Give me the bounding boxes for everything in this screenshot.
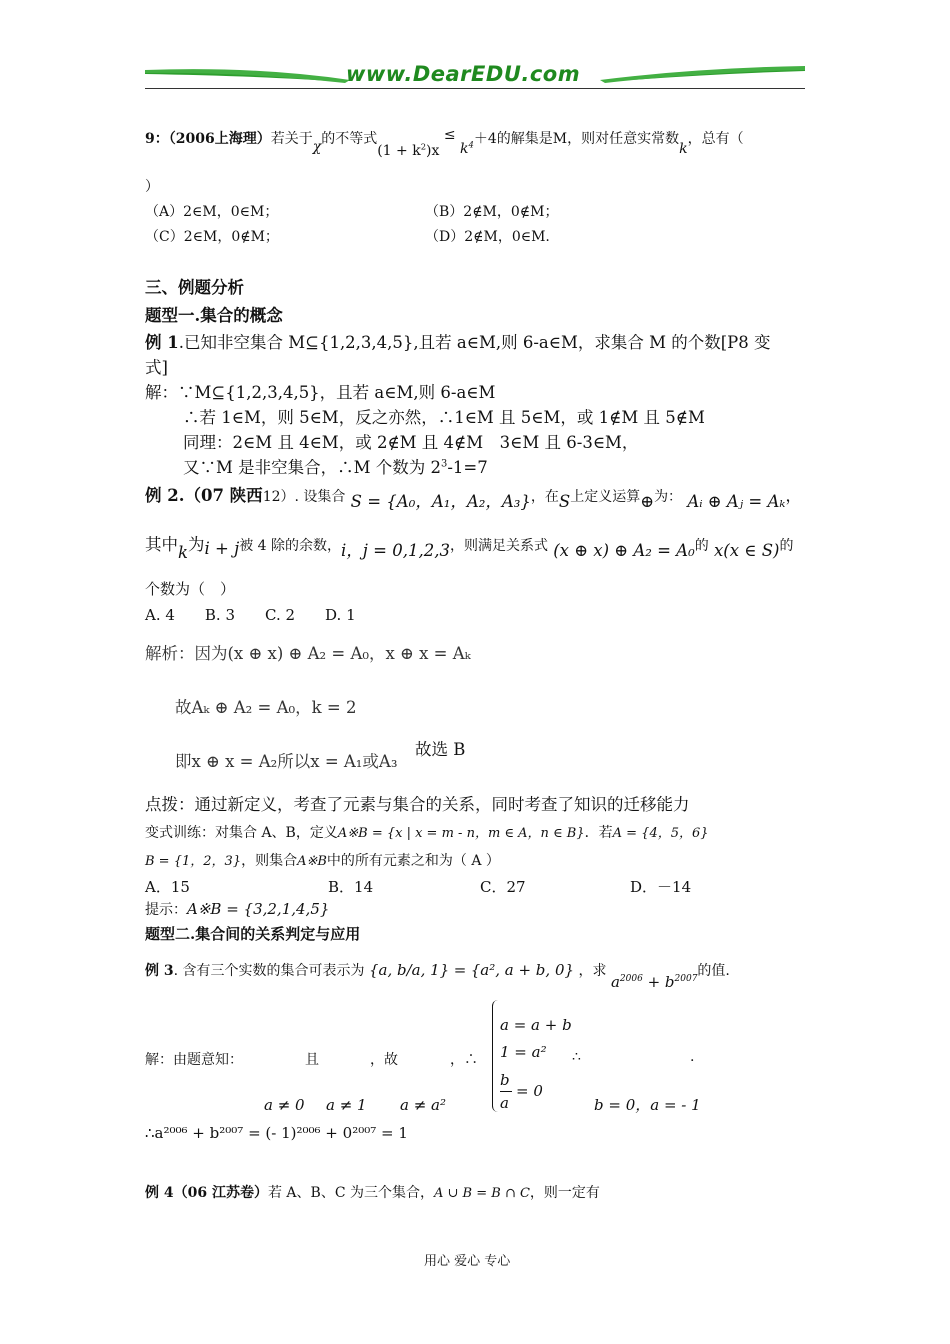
q9-option-a: （A）2∈M，0∈M；: [145, 204, 279, 220]
q9-option-c: （C）2∈M，0∉M；: [145, 229, 279, 245]
ex2-line2: 其中k为i + j被 4 除的余数，i，j = 0,1,2,3，则满足关系式 (x ⊕ x) ⊕ A₂ = A₀的 x(x ∈ S)的: [145, 535, 794, 562]
ex3-system-eq1: a = a + b: [500, 1016, 572, 1034]
ex3-system-brace: [492, 1000, 499, 1112]
ex3-sol-period: .: [690, 1049, 695, 1065]
ex3-cond-3: a ≠ a²: [400, 1096, 447, 1114]
q9-option-b: （B）2∉M，0∉M；: [425, 204, 559, 220]
ex1-sol3: 同理：2∈M 且 4∈M，或 2∉M 且 4∉M 3∈M 且 6-3∈M，: [183, 433, 639, 452]
ex1-sol1: 解：∵M⊆{1,2,3,4,5}，且若 a∈M,则 6-a∈M: [145, 383, 496, 402]
ex3-cond-1: a ≠ 0: [264, 1096, 305, 1114]
footer-text: 用心 爱心 专心: [424, 1254, 511, 1269]
ex3-system-eq2: 1 = a²: [500, 1043, 547, 1061]
q9-line2: ）: [145, 179, 159, 195]
ex4-line1: 例 4（06 江苏卷）若 A、B、C 为三个集合，A ∪ B = B ∩ C，则一定有: [145, 1185, 600, 1201]
ex2-choice: 故选 B: [415, 740, 466, 759]
ex3-sol-and: 且: [305, 1052, 319, 1068]
ex1-line2: 式]: [145, 358, 168, 377]
ex2-line1: 例 2.（07 陕西12）. 设集合 S = {A₀，A₁，A₂，A₃}，在S上定义运算⊕为： Aᵢ ⊕ Aⱼ = Aₖ，: [145, 486, 802, 511]
ex3-sol-prefix: 解：由题意知：: [145, 1052, 243, 1068]
ex3-system-eq3-den: a: [500, 1094, 509, 1112]
ex3-line1: 例 3. 含有三个实数的集合可表示为 {a, b/a, 1} = {a², a + b, 0} ，求 $a^{2006} + b^{2007}$的值.: [145, 961, 730, 991]
section-title: 三、例题分析: [145, 278, 244, 297]
ex1-sol2: ∴若 1∈M，则 5∈M，反之亦然，∴1∈M 且 5∈M，或 1∉M 且 5∉M: [183, 408, 705, 427]
ex2-variation-line2: B = {1，2，3}，则集合A※B中的所有元素之和为（ A ）: [145, 853, 500, 869]
ex3-result: b = 0，a = - 1: [594, 1096, 701, 1114]
ex3-system-eq3-rhs: = 0: [516, 1082, 543, 1100]
ex1-sol4: 又∵M 是非空集合，∴M 个数为 $2^3-1=7$: [183, 458, 488, 477]
ex2-variation-line1: 变式训练：对集合 A、B，定义A※B = {x | x = m - n，m ∈ A，n ∈ B}．若A = {4，5，6}: [145, 825, 709, 841]
ex1-line1: 例 1.已知非空集合 M⊆{1,2,3,4,5},且若 a∈M,则 6-a∈M，求集合 M 的个数[P8 变: [145, 333, 771, 352]
ex3-system-eq3-num: b: [500, 1071, 510, 1089]
ex2-tip: 点拨：通过新定义，考查了元素与集合的关系，同时考查了知识的迁移能力: [145, 795, 690, 814]
variation-option-b: B．14: [328, 878, 374, 896]
q9-line1: 9：（2006上海理）若关于χ的不等式$(1 + k^2)x \le k^4+4$的解集是M，则对任意实常数k，总有（: [145, 127, 744, 159]
header-rule: [145, 88, 805, 89]
ex3-fraction-bar: [500, 1091, 512, 1092]
variation-hint: 提示：A※B = {3,2,1,4,5}: [145, 900, 330, 918]
ex3-sol-so: ，故: [370, 1052, 398, 1068]
header-logo-text: www.DearEDU.com: [346, 62, 581, 86]
ex3-sol-therefore-2: ∴: [572, 1049, 581, 1065]
ex2-analysis-1: 解析：因为(x ⊕ x) ⊕ A₂ = A₀，x ⊕ x = Aₖ: [145, 644, 471, 663]
ex2-analysis-3: 即x ⊕ x = A₂所以x = A₁或A₃: [175, 752, 398, 771]
ex3-final: ∴a²⁰⁰⁶ + b²⁰⁰⁷ = (- 1)²⁰⁰⁶ + 0²⁰⁰⁷ = 1: [145, 1124, 408, 1142]
variation-option-c: C．27: [480, 878, 526, 896]
ex2-analysis-2: 故Aₖ ⊕ A₂ = A₀，k = 2: [175, 698, 357, 717]
type1-title: 题型一.集合的概念: [145, 306, 283, 325]
variation-option-d: D．－14: [630, 878, 692, 896]
ex3-cond-2: a ≠ 1: [326, 1096, 367, 1114]
q9-option-d: （D）2∉M，0∈M.: [425, 229, 550, 245]
ex3-sol-therefore-1: ，∴: [450, 1052, 478, 1068]
ex2-options: A. 4 B. 3 C. 2 D. 1: [145, 606, 356, 624]
type2-title: 题型二.集合间的关系判定与应用: [145, 925, 361, 943]
variation-option-a: A．15: [145, 878, 190, 896]
ex2-line3: 个数为（ ）: [145, 580, 236, 598]
